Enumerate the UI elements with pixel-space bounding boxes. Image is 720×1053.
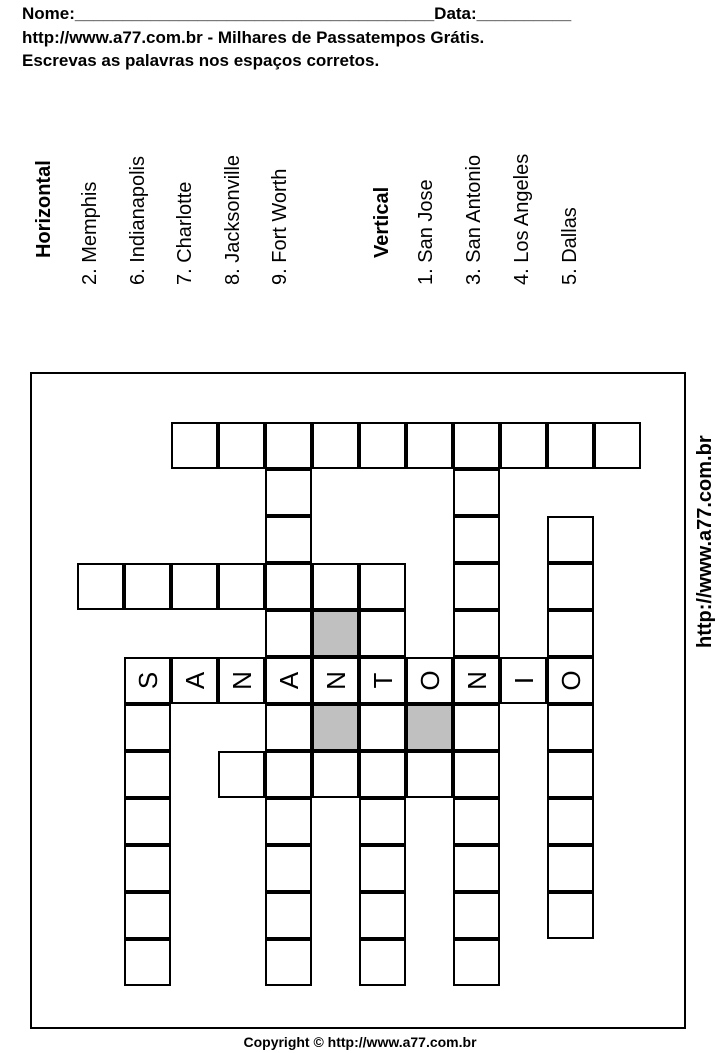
clue-horizontal-7: 7. Charlotte bbox=[174, 181, 196, 285]
answer-cell[interactable] bbox=[171, 563, 218, 610]
answer-cell[interactable] bbox=[453, 516, 500, 563]
answer-cell[interactable] bbox=[265, 422, 312, 469]
answer-cell[interactable] bbox=[124, 939, 171, 986]
side-url: http://www.a77.com.br bbox=[694, 435, 716, 648]
answer-cell[interactable] bbox=[359, 892, 406, 939]
answer-cell[interactable] bbox=[124, 751, 171, 798]
answer-cell[interactable] bbox=[171, 422, 218, 469]
answer-cell[interactable] bbox=[453, 422, 500, 469]
answer-cell[interactable] bbox=[359, 798, 406, 845]
answer-cell[interactable] bbox=[453, 892, 500, 939]
answer-cell[interactable] bbox=[77, 563, 124, 610]
vertical-heading: Vertical bbox=[371, 186, 393, 258]
shaded-cell bbox=[312, 610, 359, 657]
filled-cell bbox=[500, 657, 547, 704]
answer-cell[interactable] bbox=[547, 610, 594, 657]
answer-cell[interactable] bbox=[265, 610, 312, 657]
answer-cell[interactable] bbox=[265, 516, 312, 563]
filled-cell bbox=[124, 657, 171, 704]
answer-cell[interactable] bbox=[265, 469, 312, 516]
answer-cell[interactable] bbox=[453, 751, 500, 798]
clue-horizontal-2: 2. Memphis bbox=[79, 181, 101, 285]
clue-horizontal-8: 8. Jacksonville bbox=[222, 154, 244, 285]
cell-letter: I bbox=[508, 676, 539, 685]
cell-letter: T bbox=[367, 672, 398, 689]
filled-cell bbox=[453, 657, 500, 704]
clue-vertical-1: 1. San Jose bbox=[415, 179, 437, 285]
filled-cell bbox=[171, 657, 218, 704]
answer-cell[interactable] bbox=[218, 563, 265, 610]
answer-cell[interactable] bbox=[547, 892, 594, 939]
cell-letter: A bbox=[179, 671, 210, 690]
answer-cell[interactable] bbox=[453, 469, 500, 516]
answer-cell[interactable] bbox=[265, 845, 312, 892]
answer-cell[interactable] bbox=[124, 563, 171, 610]
filled-cell bbox=[265, 657, 312, 704]
clue-vertical-4: 4. Los Angeles bbox=[511, 153, 533, 285]
answer-cell[interactable] bbox=[124, 798, 171, 845]
cell-letter: O bbox=[414, 670, 445, 691]
horizontal-heading: Horizontal bbox=[33, 160, 55, 258]
cell-letter: A bbox=[273, 671, 304, 690]
cell-letter: O bbox=[555, 670, 586, 691]
answer-cell[interactable] bbox=[500, 422, 547, 469]
site-tagline: http://www.a77.com.br - Milhares de Passatempos Grátis. bbox=[22, 28, 485, 47]
answer-cell[interactable] bbox=[359, 751, 406, 798]
answer-cell[interactable] bbox=[218, 751, 265, 798]
clue-vertical-3: 3. San Antonio bbox=[463, 154, 485, 285]
clue-list bbox=[0, 0, 720, 340]
shaded-cell bbox=[406, 704, 453, 751]
answer-cell[interactable] bbox=[406, 422, 453, 469]
answer-cell[interactable] bbox=[218, 422, 265, 469]
filled-cell bbox=[547, 657, 594, 704]
answer-cell[interactable] bbox=[547, 845, 594, 892]
answer-cell[interactable] bbox=[359, 704, 406, 751]
answer-cell[interactable] bbox=[265, 892, 312, 939]
answer-cell[interactable] bbox=[265, 563, 312, 610]
crossword-board bbox=[30, 372, 686, 1029]
cell-letter: N bbox=[226, 671, 257, 690]
cell-letter: S bbox=[132, 671, 163, 690]
filled-cell bbox=[312, 657, 359, 704]
answer-cell[interactable] bbox=[453, 610, 500, 657]
answer-cell[interactable] bbox=[124, 704, 171, 751]
answer-cell[interactable] bbox=[265, 798, 312, 845]
answer-cell[interactable] bbox=[359, 939, 406, 986]
answer-cell[interactable] bbox=[453, 845, 500, 892]
answer-cell[interactable] bbox=[124, 892, 171, 939]
answer-cell[interactable] bbox=[265, 751, 312, 798]
answer-cell[interactable] bbox=[359, 563, 406, 610]
clue-horizontal-9: 9. Fort Worth bbox=[269, 168, 291, 285]
answer-cell[interactable] bbox=[312, 751, 359, 798]
answer-cell[interactable] bbox=[547, 516, 594, 563]
answer-cell[interactable] bbox=[265, 939, 312, 986]
answer-cell[interactable] bbox=[359, 422, 406, 469]
shaded-cell bbox=[312, 704, 359, 751]
answer-cell[interactable] bbox=[547, 704, 594, 751]
answer-cell[interactable] bbox=[312, 563, 359, 610]
answer-cell[interactable] bbox=[359, 610, 406, 657]
cell-letter: N bbox=[461, 671, 492, 690]
name-date-line: Nome:______________________________________Data:__________ bbox=[22, 4, 572, 23]
clue-vertical-5: 5. Dallas bbox=[559, 207, 581, 285]
answer-cell[interactable] bbox=[547, 751, 594, 798]
answer-cell[interactable] bbox=[547, 563, 594, 610]
answer-cell[interactable] bbox=[453, 798, 500, 845]
answer-cell[interactable] bbox=[406, 751, 453, 798]
answer-cell[interactable] bbox=[265, 704, 312, 751]
copyright: Copyright © http://www.a77.com.br bbox=[243, 1034, 477, 1050]
answer-cell[interactable] bbox=[547, 798, 594, 845]
answer-cell[interactable] bbox=[312, 422, 359, 469]
answer-cell[interactable] bbox=[124, 845, 171, 892]
clue-horizontal-6: 6. Indianapolis bbox=[127, 156, 149, 285]
answer-cell[interactable] bbox=[594, 422, 641, 469]
filled-cell bbox=[218, 657, 265, 704]
instructions: Escrevas as palavras nos espaços corretos. bbox=[22, 51, 380, 70]
cell-letter: N bbox=[320, 671, 351, 690]
answer-cell[interactable] bbox=[359, 845, 406, 892]
answer-cell[interactable] bbox=[453, 939, 500, 986]
filled-cell bbox=[359, 657, 406, 704]
answer-cell[interactable] bbox=[453, 704, 500, 751]
filled-cell bbox=[406, 657, 453, 704]
answer-cell[interactable] bbox=[453, 563, 500, 610]
answer-cell[interactable] bbox=[547, 422, 594, 469]
